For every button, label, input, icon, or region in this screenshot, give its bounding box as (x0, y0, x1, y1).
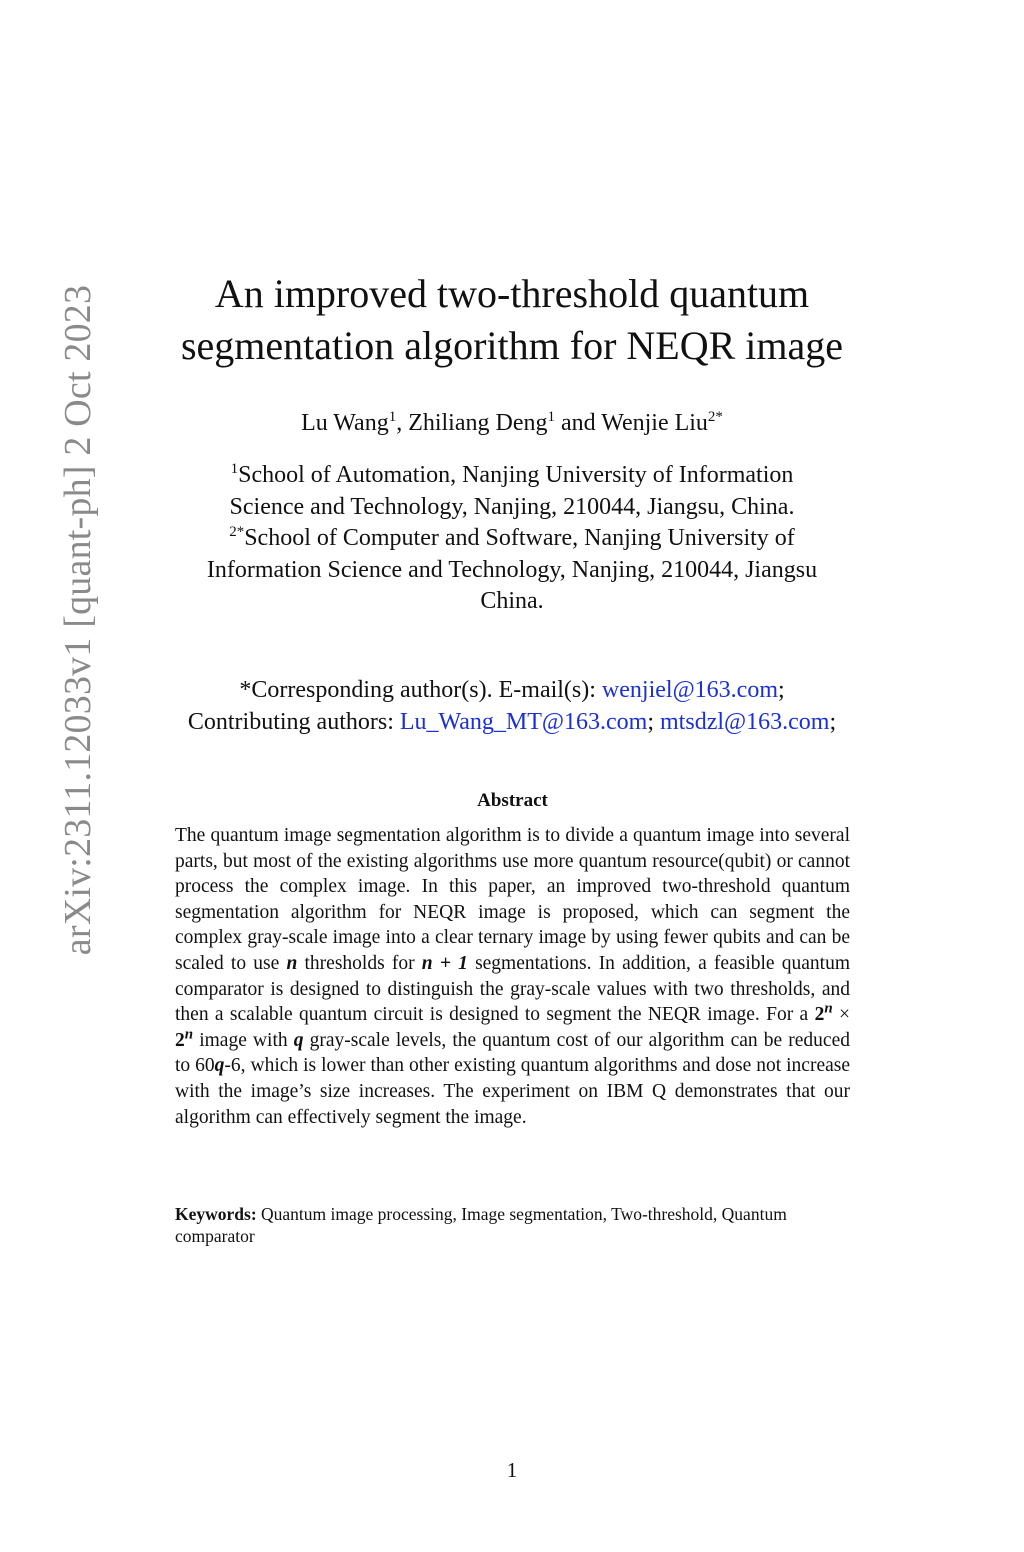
affiliation-mark: 2* (229, 524, 245, 540)
title-line-2: segmentation algorithm for NEQR image (180, 323, 844, 368)
email-separator: ; (829, 708, 837, 735)
arxiv-stamp (18, 195, 138, 1045)
abstract-text: -6, which is lower than other existing quantum algorithms and dose not increase with the image’s size increases. The experiment on IBM Q demonstrates that our algorithm can effectively segment the image. (175, 1055, 851, 1128)
affiliation-line (140, 523, 884, 555)
title-line-1: An improved two-threshold quantum (214, 271, 810, 316)
author-affiliation-mark: 2* (707, 409, 723, 425)
abstract-text: thresholds for (297, 952, 422, 974)
affiliation-line: Science and Technology, Nanjing, 210044, Jiangsu, China. (229, 493, 795, 520)
contributing-line (100, 707, 924, 739)
math-2n-exponent: n (824, 1000, 833, 1017)
author-name: Wenjie Liu (601, 410, 708, 436)
author-separator: , (396, 410, 409, 436)
contributing-prefix: Contributing authors: (187, 708, 400, 735)
abstract-text: The quantum image segmentation algorithm is to divide a quantum image into several parts, but most of the existing algorithms use more quantum resource(qubit) or cannot process the complex image. In this paper, an improved two-threshold quantum segmentation algorithm for NEQR image is proposed, which can segment the complex gray-scale image into a clear ternary image by using fewer qubits and can be scaled to use (175, 825, 850, 974)
author-affiliation-mark: 1 (547, 409, 555, 425)
abstract-text: segmentations. In addition, a feasible quantum comparator is designed to distinguish the gray-scale values with two thresholds, and then a scalable quantum circuit is designed to segment the NEQR image. For a (175, 952, 850, 1026)
corresponding-line (100, 675, 924, 707)
math-n: n (286, 952, 298, 974)
arxiv-stamp-text: arXiv:2311.12033v1 [quant-ph] 2 Oct 2023 (57, 284, 99, 956)
affiliation-text: School of Computer and Software, Nanjing University of (244, 525, 795, 551)
abstract-body (175, 823, 850, 1130)
author-affiliation-mark: 1 (388, 409, 397, 425)
affiliation-line (140, 460, 884, 492)
keywords-label: Keywords: (175, 1204, 257, 1224)
contributing-email-link[interactable]: Lu_Wang_MT@163.com (399, 708, 648, 735)
affiliation-line: China. (480, 588, 544, 614)
author-name: Zhiliang Deng (408, 410, 548, 436)
email-separator: ; (777, 677, 785, 703)
math-n-plus-1: n + 1 (421, 952, 468, 974)
keywords (175, 1203, 850, 1247)
contributing-email-link[interactable]: mtsdzl@163.com (660, 708, 830, 735)
math-q: q (293, 1029, 304, 1051)
page-number: 1 (506, 1458, 518, 1482)
corresponding-email-link[interactable]: wenjiel@163.com (601, 677, 778, 703)
corresponding-prefix: *Corresponding author(s). E-mail(s): (239, 677, 602, 703)
math-times: × (832, 1004, 850, 1026)
affiliation-mark: 1 (230, 461, 239, 477)
math-2n-base: 2 (814, 1004, 825, 1026)
author-name: Lu Wang (301, 410, 389, 436)
math-q: q (214, 1055, 225, 1077)
affiliations (140, 460, 884, 618)
abstract-heading: Abstract (477, 790, 548, 811)
affiliation-text: School of Automation, Nanjing University of Information (238, 462, 794, 488)
keywords-text: Quantum image processing, Image segmentation, Two-threshold, Quantum comparator (175, 1204, 787, 1246)
correspondence (100, 675, 924, 738)
author-list (140, 410, 884, 437)
email-separator: ; (647, 708, 661, 735)
author-separator: and (555, 410, 602, 436)
math-2n-exponent: n (184, 1026, 194, 1043)
paper-title (140, 268, 884, 372)
abstract-text: image with (193, 1029, 294, 1051)
math-2n-base: 2 (175, 1029, 185, 1051)
affiliation-line: Information Science and Technology, Nanjing, 210044, Jiangsu (206, 556, 818, 583)
abstract-text: gray-scale levels, the quantum cost of our algorithm can be reduced to 60 (175, 1029, 850, 1077)
